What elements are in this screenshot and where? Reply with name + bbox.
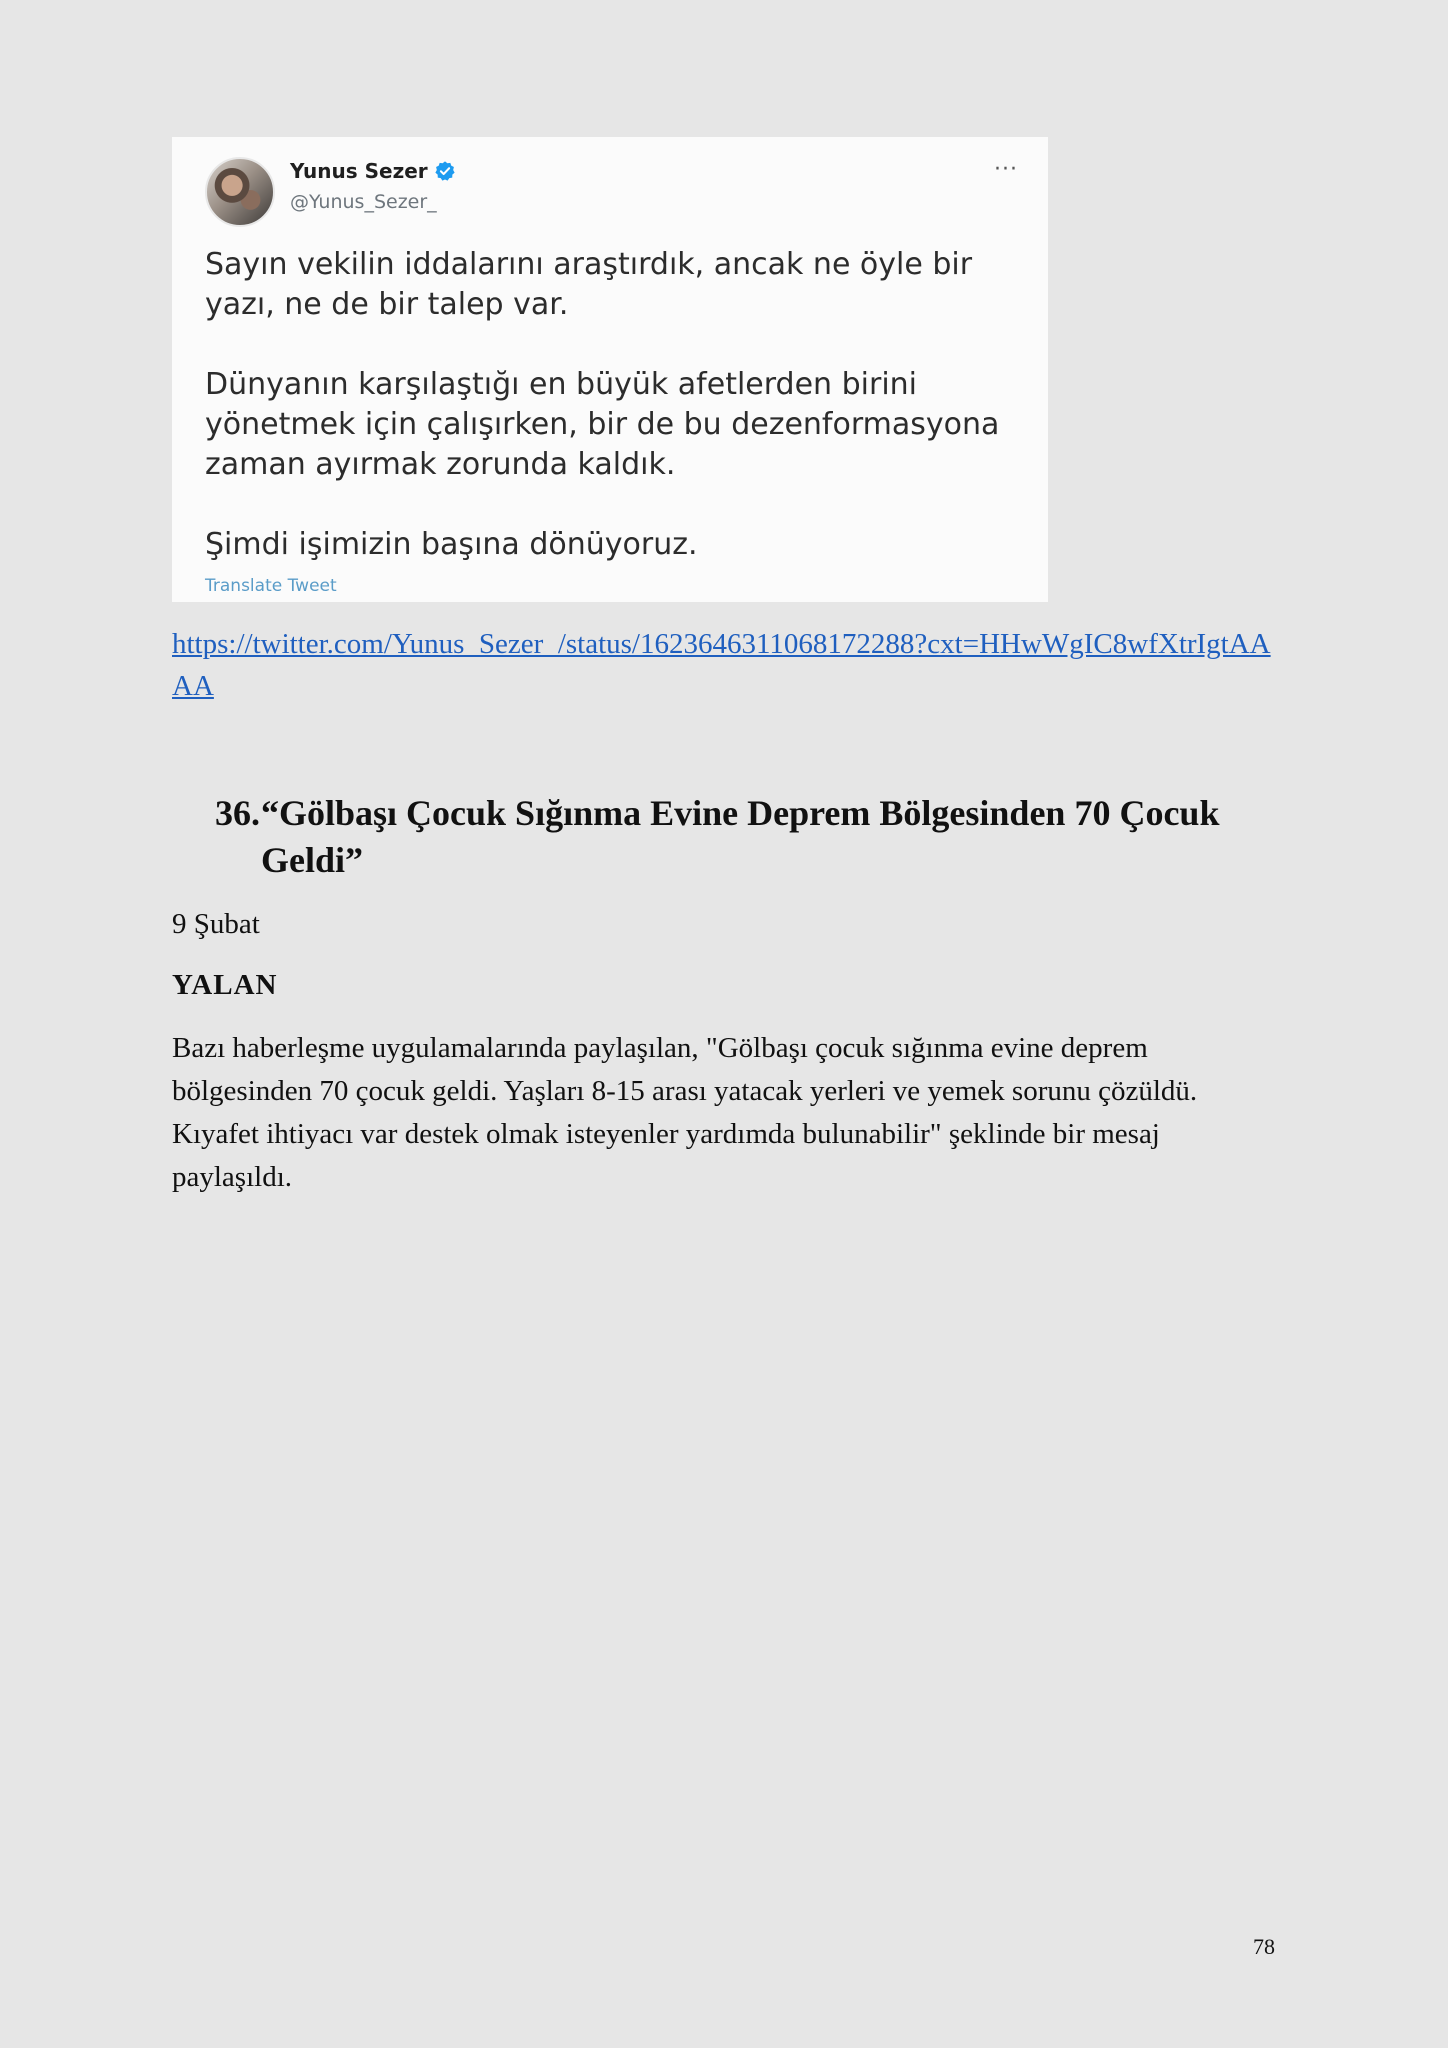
section-date: 9 Şubat <box>172 908 260 940</box>
tweet-paragraph: Şimdi işimizin başına dönüyoruz. <box>205 527 698 562</box>
section-number: 36. <box>215 793 260 833</box>
more-options-icon[interactable]: ··· <box>994 157 1018 182</box>
section-title: “Gölbaşı Çocuk Sığınma Evine Deprem Bölgesinden 70 Çocuk Geldi” <box>261 793 1220 880</box>
tweet-paragraph: Dünyanın karşılaştığı en büyük afetlerden birini yönetmek için çalışırken, bir de bu dezenformasyona zaman ayırmak zorunda kaldık. <box>205 367 1000 482</box>
tweet-screenshot <box>172 137 1048 602</box>
verified-badge-icon <box>434 160 456 182</box>
tweet-paragraph: Sayın vekilin iddalarını araştırdık, ancak ne öyle bir yazı, ne de bir talep var. <box>205 247 973 322</box>
tweet-body <box>205 245 1025 565</box>
section-heading <box>215 790 1255 884</box>
tweet-author-name: Yunus Sezer <box>290 159 428 183</box>
tweet-author[interactable] <box>290 159 456 183</box>
tweet-handle[interactable]: @Yunus_Sezer_ <box>290 191 437 213</box>
verdict-label: YALAN <box>172 969 278 1001</box>
translate-tweet-link[interactable]: Translate Tweet <box>205 576 337 596</box>
body-paragraph: Bazı haberleşme uygulamalarında paylaşılan, "Gölbaşı çocuk sığınma evine deprem bölgesinden 70 çocuk geldi. Yaşları 8-15 arası yatacak yerleri ve yemek sorunu çözüldü. Kıyafet ihtiyacı var destek olmak isteyenler yardımda bulunabilir" şeklinde bir mesaj paylaşıldı. <box>172 1032 1198 1193</box>
page-number: 78 <box>1253 1934 1275 1959</box>
source-url-link[interactable]: https://twitter.com/Yunus_Sezer_/status/1623646311068172288?cxt=HHwWgIC8wfXtrIgtAAAA <box>172 628 1271 702</box>
avatar[interactable] <box>205 157 275 227</box>
